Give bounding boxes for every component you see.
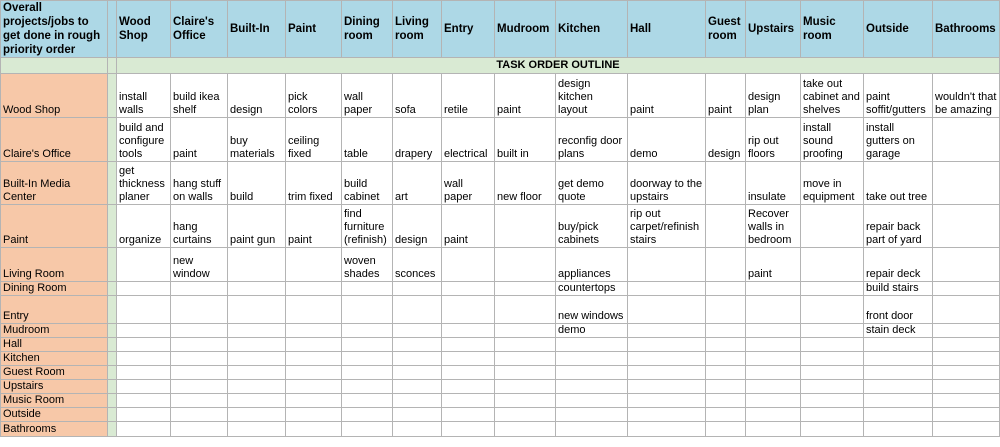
table-cell[interactable]: hang stuff on walls	[171, 162, 228, 205]
table-cell[interactable]: table	[342, 118, 393, 162]
table-row	[1, 422, 1000, 437]
table-cell[interactable]	[628, 282, 706, 296]
gap-cell[interactable]	[108, 205, 117, 248]
table-cell[interactable]: get demo quote	[556, 162, 628, 205]
table-cell[interactable]	[286, 394, 342, 408]
table-cell[interactable]	[628, 296, 706, 324]
row-label-wood-shop[interactable]: Wood Shop	[1, 74, 108, 118]
table-cell[interactable]	[556, 408, 628, 422]
table-cell[interactable]	[228, 296, 286, 324]
table-cell[interactable]	[706, 338, 746, 352]
table-cell[interactable]	[228, 408, 286, 422]
table-cell[interactable]: buy/pick cabinets	[556, 205, 628, 248]
table-row	[1, 282, 1000, 296]
table-cell[interactable]	[746, 408, 801, 422]
table-cell[interactable]: design plan	[746, 74, 801, 118]
column-header-kitchen[interactable]: Kitchen	[556, 1, 628, 58]
table-cell[interactable]: paint	[171, 118, 228, 162]
column-header-guest-room[interactable]: Guest room	[706, 1, 746, 58]
row-label-claire-s-office[interactable]: Claire's Office	[1, 118, 108, 162]
gap-cell[interactable]	[108, 380, 117, 394]
table-cell[interactable]	[442, 380, 495, 394]
table-cell[interactable]	[933, 282, 1000, 296]
table-cell[interactable]	[171, 296, 228, 324]
row-label-outside[interactable]: Outside	[1, 408, 108, 422]
table-cell[interactable]	[801, 422, 864, 437]
table-cell[interactable]	[171, 338, 228, 352]
table-cell[interactable]: appliances	[556, 248, 628, 282]
table-cell[interactable]	[342, 352, 393, 366]
table-cell[interactable]	[342, 422, 393, 437]
column-header-built-in[interactable]: Built-In	[228, 1, 286, 58]
table-cell[interactable]	[442, 422, 495, 437]
gap-cell[interactable]	[108, 352, 117, 366]
table-cell[interactable]	[286, 324, 342, 338]
table-cell[interactable]: rip out carpet/refinish stairs	[628, 205, 706, 248]
row-label-paint[interactable]: Paint	[1, 205, 108, 248]
table-cell[interactable]	[442, 394, 495, 408]
table-cell[interactable]	[286, 248, 342, 282]
row-label-upstairs[interactable]: Upstairs	[1, 380, 108, 394]
row-label-living-room[interactable]: Living Room	[1, 248, 108, 282]
table-cell[interactable]: take out tree	[864, 162, 933, 205]
table-row	[1, 366, 1000, 380]
table-cell[interactable]	[228, 338, 286, 352]
table-cell[interactable]	[442, 248, 495, 282]
table-cell[interactable]	[628, 408, 706, 422]
table-cell[interactable]: build	[228, 162, 286, 205]
gap-cell[interactable]	[108, 422, 117, 437]
table-cell[interactable]: install sound proofing	[801, 118, 864, 162]
table-cell[interactable]	[933, 394, 1000, 408]
table-cell[interactable]	[933, 422, 1000, 437]
table-cell[interactable]: organize	[117, 205, 171, 248]
table-cell[interactable]	[117, 394, 171, 408]
table-cell[interactable]	[286, 296, 342, 324]
table-cell[interactable]	[171, 282, 228, 296]
table-cell[interactable]	[342, 380, 393, 394]
table-cell[interactable]	[286, 282, 342, 296]
table-cell[interactable]	[801, 394, 864, 408]
table-cell[interactable]	[933, 248, 1000, 282]
table-cell[interactable]	[117, 366, 171, 380]
table-cell[interactable]	[117, 248, 171, 282]
table-cell[interactable]	[495, 338, 556, 352]
column-header-bathrooms[interactable]: Bathrooms	[933, 1, 1000, 58]
row-label-built-in-media-center[interactable]: Built-In Media Center	[1, 162, 108, 205]
table-cell[interactable]	[228, 394, 286, 408]
table-cell[interactable]	[864, 366, 933, 380]
table-cell[interactable]	[933, 408, 1000, 422]
table-cell[interactable]: trim fixed	[286, 162, 342, 205]
table-cell[interactable]: build ikea shelf	[171, 74, 228, 118]
table-cell[interactable]	[342, 324, 393, 338]
table-cell[interactable]: sconces	[393, 248, 442, 282]
column-header-dining-room[interactable]: Dining room	[342, 1, 393, 58]
table-cell[interactable]	[628, 422, 706, 437]
table-cell[interactable]: insulate	[746, 162, 801, 205]
table-cell[interactable]	[864, 422, 933, 437]
table-cell[interactable]	[746, 324, 801, 338]
row-label-hall[interactable]: Hall	[1, 338, 108, 352]
table-cell[interactable]	[286, 380, 342, 394]
table-cell[interactable]: paint	[628, 74, 706, 118]
table-cell[interactable]	[556, 366, 628, 380]
table-cell[interactable]	[117, 296, 171, 324]
table-cell[interactable]	[706, 296, 746, 324]
table-cell[interactable]	[228, 324, 286, 338]
banner-row	[1, 58, 1000, 74]
table-cell[interactable]	[706, 205, 746, 248]
gap-cell[interactable]	[108, 162, 117, 205]
table-cell[interactable]	[171, 324, 228, 338]
table-cell[interactable]	[933, 324, 1000, 338]
table-cell[interactable]	[746, 394, 801, 408]
table-cell[interactable]	[801, 408, 864, 422]
gap-cell[interactable]	[108, 1, 117, 58]
table-cell[interactable]	[628, 248, 706, 282]
table-row	[1, 248, 1000, 282]
table-cell[interactable]	[342, 282, 393, 296]
table-cell[interactable]: paint	[442, 205, 495, 248]
table-cell[interactable]	[442, 352, 495, 366]
table-cell[interactable]: find furniture (refinish)	[342, 205, 393, 248]
table-cell[interactable]	[442, 282, 495, 296]
table-cell[interactable]	[171, 380, 228, 394]
table-cell[interactable]	[286, 366, 342, 380]
table-cell[interactable]	[801, 366, 864, 380]
table-cell[interactable]	[864, 408, 933, 422]
table-cell[interactable]	[117, 338, 171, 352]
table-cell[interactable]	[171, 408, 228, 422]
table-cell[interactable]	[628, 380, 706, 394]
gap-cell[interactable]	[108, 58, 117, 74]
gap-cell[interactable]	[108, 394, 117, 408]
table-cell[interactable]	[117, 408, 171, 422]
table-cell[interactable]	[801, 380, 864, 394]
table-cell[interactable]: countertops	[556, 282, 628, 296]
column-header-living-room[interactable]: Living room	[393, 1, 442, 58]
table-cell[interactable]	[393, 324, 442, 338]
column-header-entry[interactable]: Entry	[442, 1, 495, 58]
table-cell[interactable]	[801, 352, 864, 366]
table-cell[interactable]: built in	[495, 118, 556, 162]
table-cell[interactable]	[393, 380, 442, 394]
table-cell[interactable]: reconfig door plans	[556, 118, 628, 162]
table-cell[interactable]	[495, 296, 556, 324]
table-cell[interactable]	[746, 366, 801, 380]
table-cell[interactable]	[117, 352, 171, 366]
table-cell[interactable]: doorway to the upstairs	[628, 162, 706, 205]
column-header-upstairs[interactable]: Upstairs	[746, 1, 801, 58]
row-label-blank[interactable]	[1, 58, 108, 74]
table-cell[interactable]: paint	[286, 205, 342, 248]
table-cell[interactable]	[556, 394, 628, 408]
table-cell[interactable]	[495, 324, 556, 338]
table-cell[interactable]: buy materials	[228, 118, 286, 162]
gap-cell[interactable]	[108, 324, 117, 338]
table-cell[interactable]	[171, 366, 228, 380]
table-cell[interactable]: art	[393, 162, 442, 205]
table-cell[interactable]	[117, 324, 171, 338]
column-header-wood-shop[interactable]: Wood Shop	[117, 1, 171, 58]
table-cell[interactable]	[286, 408, 342, 422]
table-cell[interactable]	[342, 296, 393, 324]
table-cell[interactable]	[342, 408, 393, 422]
table-cell[interactable]	[442, 408, 495, 422]
table-cell[interactable]	[495, 352, 556, 366]
table-cell[interactable]	[495, 205, 556, 248]
table-cell[interactable]: design	[706, 118, 746, 162]
table-cell[interactable]	[495, 408, 556, 422]
table-cell[interactable]: rip out floors	[746, 118, 801, 162]
gap-cell[interactable]	[108, 408, 117, 422]
table-cell[interactable]	[746, 282, 801, 296]
table-cell[interactable]	[864, 338, 933, 352]
table-cell[interactable]: demo	[556, 324, 628, 338]
table-cell[interactable]: get thickness planer	[117, 162, 171, 205]
table-cell[interactable]	[556, 352, 628, 366]
table-cell[interactable]: paint	[495, 74, 556, 118]
table-cell[interactable]: sofa	[393, 74, 442, 118]
table-cell[interactable]	[864, 352, 933, 366]
row-label-entry[interactable]: Entry	[1, 296, 108, 324]
gap-cell[interactable]	[108, 74, 117, 118]
table-cell[interactable]	[442, 296, 495, 324]
table-cell[interactable]: design	[228, 74, 286, 118]
table-cell[interactable]: paint	[746, 248, 801, 282]
table-cell[interactable]	[933, 380, 1000, 394]
table-cell[interactable]	[746, 422, 801, 437]
table-cell[interactable]: new floor	[495, 162, 556, 205]
table-cell[interactable]	[117, 422, 171, 437]
table-cell[interactable]	[171, 422, 228, 437]
table-cell[interactable]	[495, 248, 556, 282]
table-cell[interactable]: install gutters on garage	[864, 118, 933, 162]
row-label-mudroom[interactable]: Mudroom	[1, 324, 108, 338]
table-cell[interactable]: front door	[864, 296, 933, 324]
table-cell[interactable]	[933, 296, 1000, 324]
table-cell[interactable]	[628, 352, 706, 366]
table-cell[interactable]	[228, 366, 286, 380]
row-label-guest-room[interactable]: Guest Room	[1, 366, 108, 380]
table-cell[interactable]	[342, 338, 393, 352]
gap-cell[interactable]	[108, 282, 117, 296]
table-cell[interactable]	[706, 248, 746, 282]
table-cell[interactable]	[393, 296, 442, 324]
table-cell[interactable]	[228, 352, 286, 366]
table-cell[interactable]	[706, 394, 746, 408]
table-cell[interactable]	[342, 366, 393, 380]
table-cell[interactable]	[556, 338, 628, 352]
table-cell[interactable]: drapery	[393, 118, 442, 162]
table-cell[interactable]: woven shades	[342, 248, 393, 282]
table-cell[interactable]	[801, 296, 864, 324]
row-label-music-room[interactable]: Music Room	[1, 394, 108, 408]
table-cell[interactable]	[706, 282, 746, 296]
table-cell[interactable]	[933, 205, 1000, 248]
table-row	[1, 352, 1000, 366]
gap-cell[interactable]	[108, 296, 117, 324]
table-row	[1, 296, 1000, 324]
table-row	[1, 324, 1000, 338]
table-cell[interactable]: retile	[442, 74, 495, 118]
table-cell[interactable]	[495, 282, 556, 296]
table-cell[interactable]: repair back part of yard	[864, 205, 933, 248]
table-cell[interactable]: pick colors	[286, 74, 342, 118]
table-row	[1, 74, 1000, 118]
table-cell[interactable]	[117, 380, 171, 394]
table-cell[interactable]: stain deck	[864, 324, 933, 338]
table-cell[interactable]	[393, 366, 442, 380]
table-cell[interactable]: new windows	[556, 296, 628, 324]
table-row	[1, 118, 1000, 162]
table-cell[interactable]: wall paper	[342, 74, 393, 118]
table-cell[interactable]	[801, 324, 864, 338]
task-order-banner[interactable]: TASK ORDER OUTLINE	[117, 58, 1000, 74]
table-row	[1, 394, 1000, 408]
column-header-mudroom[interactable]: Mudroom	[495, 1, 556, 58]
table-cell[interactable]	[495, 380, 556, 394]
table-cell[interactable]: design	[393, 205, 442, 248]
table-cell[interactable]	[556, 380, 628, 394]
column-header-claire-s-office[interactable]: Claire's Office	[171, 1, 228, 58]
table-cell[interactable]	[556, 422, 628, 437]
table-cell[interactable]	[933, 162, 1000, 205]
table-cell[interactable]: build cabinet	[342, 162, 393, 205]
table-cell[interactable]	[286, 338, 342, 352]
gap-cell[interactable]	[108, 118, 117, 162]
table-cell[interactable]	[746, 352, 801, 366]
table-cell[interactable]	[933, 338, 1000, 352]
table-cell[interactable]	[933, 118, 1000, 162]
table-cell[interactable]	[228, 248, 286, 282]
gap-cell[interactable]	[108, 366, 117, 380]
table-cell[interactable]: build and configure tools	[117, 118, 171, 162]
table-cell[interactable]	[393, 338, 442, 352]
table-cell[interactable]	[706, 162, 746, 205]
table-row	[1, 380, 1000, 394]
table-row	[1, 408, 1000, 422]
table-cell[interactable]	[228, 282, 286, 296]
table-cell[interactable]	[286, 352, 342, 366]
table-cell[interactable]: install walls	[117, 74, 171, 118]
table-cell[interactable]: paint soffit/gutters	[864, 74, 933, 118]
column-header-hall[interactable]: Hall	[628, 1, 706, 58]
table-cell[interactable]	[228, 380, 286, 394]
table-cell[interactable]	[706, 324, 746, 338]
column-header-outside[interactable]: Outside	[864, 1, 933, 58]
corner-cell[interactable]: Overall projects/jobs to get done in rough priority order	[1, 1, 108, 58]
table-cell[interactable]	[864, 394, 933, 408]
gap-cell[interactable]	[108, 338, 117, 352]
table-cell[interactable]: wouldn't that be amazing	[933, 74, 1000, 118]
column-header-paint[interactable]: Paint	[286, 1, 342, 58]
table-cell[interactable]	[286, 422, 342, 437]
table-cell[interactable]: move in equipment	[801, 162, 864, 205]
row-label-dining-room[interactable]: Dining Room	[1, 282, 108, 296]
row-label-bathrooms[interactable]: Bathrooms	[1, 422, 108, 437]
table-row	[1, 205, 1000, 248]
table-cell[interactable]	[171, 394, 228, 408]
table-cell[interactable]	[746, 380, 801, 394]
table-cell[interactable]	[933, 366, 1000, 380]
table-cell[interactable]: electrical	[442, 118, 495, 162]
table-cell[interactable]: new window	[171, 248, 228, 282]
table-cell[interactable]	[495, 394, 556, 408]
table-cell[interactable]	[628, 324, 706, 338]
table-cell[interactable]	[801, 205, 864, 248]
table-cell[interactable]: demo	[628, 118, 706, 162]
table-cell[interactable]: hang curtains	[171, 205, 228, 248]
table-cell[interactable]	[801, 282, 864, 296]
column-header-music-room[interactable]: Music room	[801, 1, 864, 58]
table-cell[interactable]	[442, 338, 495, 352]
gap-cell[interactable]	[108, 248, 117, 282]
table-cell[interactable]: ceiling fixed	[286, 118, 342, 162]
table-cell[interactable]	[171, 352, 228, 366]
header-row	[1, 1, 1000, 58]
table-cell[interactable]	[117, 282, 171, 296]
table-cell[interactable]	[393, 394, 442, 408]
table-cell[interactable]: design kitchen layout	[556, 74, 628, 118]
table-cell[interactable]: take out cabinet and shelves	[801, 74, 864, 118]
table-cell[interactable]	[393, 408, 442, 422]
table-cell[interactable]	[228, 422, 286, 437]
table-cell[interactable]	[393, 352, 442, 366]
table-cell[interactable]	[393, 422, 442, 437]
table-cell[interactable]	[706, 422, 746, 437]
table-cell[interactable]	[801, 338, 864, 352]
table-cell[interactable]	[342, 394, 393, 408]
table-cell[interactable]	[628, 366, 706, 380]
table-row	[1, 162, 1000, 205]
table-cell[interactable]	[393, 282, 442, 296]
table-cell[interactable]	[628, 338, 706, 352]
table-cell[interactable]: build stairs	[864, 282, 933, 296]
table-cell[interactable]: Recover walls in bedroom	[746, 205, 801, 248]
table-row	[1, 338, 1000, 352]
table-cell[interactable]	[801, 248, 864, 282]
table-cell[interactable]: paint	[706, 74, 746, 118]
row-label-kitchen[interactable]: Kitchen	[1, 352, 108, 366]
table-cell[interactable]: wall paper	[442, 162, 495, 205]
table-cell[interactable]	[706, 408, 746, 422]
table-cell[interactable]: paint gun	[228, 205, 286, 248]
table-cell[interactable]	[864, 380, 933, 394]
table-cell[interactable]	[442, 366, 495, 380]
table-cell[interactable]	[628, 394, 706, 408]
table-cell[interactable]: repair deck	[864, 248, 933, 282]
table-cell[interactable]	[933, 352, 1000, 366]
table-cell[interactable]	[706, 366, 746, 380]
table-cell[interactable]	[706, 380, 746, 394]
table-cell[interactable]	[706, 352, 746, 366]
table-cell[interactable]	[746, 338, 801, 352]
table-cell[interactable]	[495, 422, 556, 437]
table-cell[interactable]	[495, 366, 556, 380]
table-cell[interactable]	[442, 324, 495, 338]
table-cell[interactable]	[746, 296, 801, 324]
